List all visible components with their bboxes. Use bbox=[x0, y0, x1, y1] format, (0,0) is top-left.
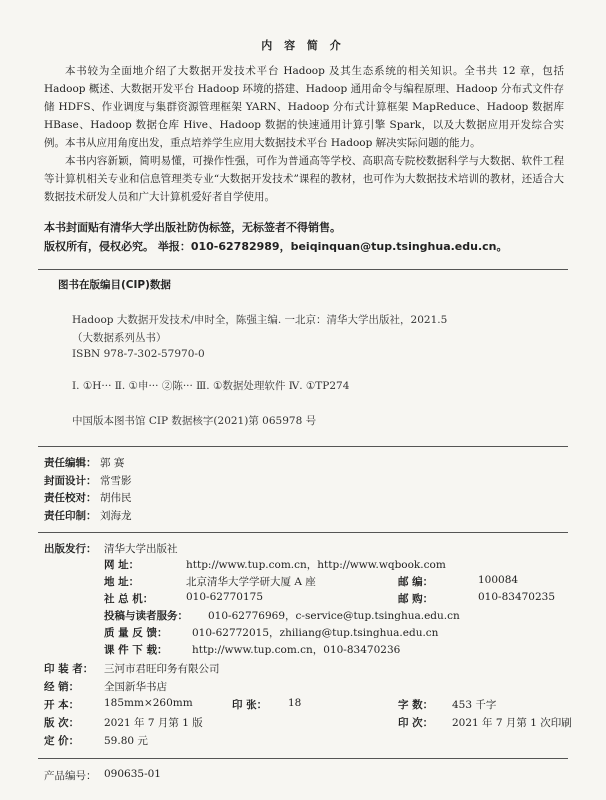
divider bbox=[38, 269, 568, 270]
impression-label: 印 次： bbox=[398, 717, 434, 729]
copyright-notice: 版权所有，侵权必究。 举报：010-62782989，beiqinquan@tup.tsinghua.edu.cn。 bbox=[44, 240, 508, 253]
product-code-value: 090635-01 bbox=[104, 768, 161, 780]
website-label: 网 址： bbox=[104, 559, 140, 571]
cip-classification: Ⅰ. ①H··· Ⅱ. ①申··· ②陈··· Ⅲ. ①数据处理软件 Ⅳ. ①TP274 bbox=[72, 380, 350, 392]
mail-order-value: 010-83470235 bbox=[478, 591, 556, 603]
divider bbox=[38, 532, 568, 533]
quality-feedback-label: 质 量 反 馈： bbox=[104, 627, 168, 639]
sheets-label: 印 张： bbox=[232, 699, 268, 711]
credit-printing: 责任印制： 刘海龙 bbox=[44, 510, 132, 522]
quality-feedback-value: 010-62772015，zhiliang@tup.tsinghua.edu.cn bbox=[192, 627, 439, 639]
website-value: http://www.tup.com.cn，http://www.wqbook.com bbox=[186, 559, 446, 571]
format-value: 185mm×260mm bbox=[104, 697, 193, 709]
word-count-label: 字 数： bbox=[398, 699, 434, 711]
divider bbox=[38, 758, 568, 759]
credit-proofreader: 责任校对： 胡伟民 bbox=[44, 492, 132, 504]
printer-label: 印 装 者： bbox=[44, 663, 94, 675]
divider bbox=[38, 446, 568, 447]
courseware-download-value: http://www.tup.com.cn，010-83470236 bbox=[192, 644, 401, 656]
postcode-value: 100084 bbox=[478, 574, 519, 586]
cip-title: 图书在版编目(CIP)数据 bbox=[58, 279, 171, 291]
contribution-value: 010-62776969，c-service@tup.tsinghua.edu.cn bbox=[208, 610, 460, 622]
publisher-label: 出版发行： bbox=[44, 543, 97, 555]
summary-paragraph-1: 本书较为全面地介绍了大数据开发技术平台 Hadoop 及其生态系统的相关知识。全书共 12 章，包括 Hadoop 概述、大数据开发平台 Hadoop 环境的搭建、Hadoop 通用命令与编程原理、Hadoop 分布式文件存储 HDFS、作业调度与集群资源管理框架 YARN、Hadoop 分布式计算框架 MapReduce、Hadoop 数据库 HBase、Hadoop 数据仓库 Hive、Hadoop 数据的快速通用计算引擎 Spark，以及大数据应用开发综合实例。本书从应用角度出发，重点培养学生应用大数据技术平台 Hadoop 解决实际问题的能力。 bbox=[44, 65, 564, 149]
word-count-value: 453 千字 bbox=[452, 699, 497, 711]
summary-title: 内 容 简 介 bbox=[261, 39, 345, 52]
postcode-label: 邮 编： bbox=[398, 576, 434, 588]
distributor-label: 经 销： bbox=[44, 681, 80, 693]
price-value: 59.80 元 bbox=[104, 735, 148, 747]
contribution-label: 投稿与读者服务： bbox=[104, 610, 188, 622]
credit-editor: 责任编辑： 郭 赛 bbox=[44, 457, 125, 469]
switchboard-label: 社 总 机： bbox=[104, 593, 154, 605]
publisher-value: 清华大学出版社 bbox=[104, 543, 178, 555]
summary-paragraph-2: 本书内容新颖，简明易懂，可操作性强，可作为普通高等学校、高职高专院校数据科学与大数据、软件工程等计算机相关专业和信息管理类专业“大数据开发技术”课程的教材，也可作为大数据技术培训的教材，还适合大数据技术研发人员和广大计算机爱好者自学使用。 bbox=[44, 155, 564, 203]
price-label: 定 价： bbox=[44, 735, 80, 747]
address-label: 地 址： bbox=[104, 576, 140, 588]
cip-line: （大数据系列丛书） bbox=[72, 332, 167, 344]
courseware-download-label: 课 件 下 载： bbox=[104, 644, 168, 656]
product-code-label: 产品编号： bbox=[44, 770, 97, 782]
distributor-value: 全国新华书店 bbox=[104, 681, 167, 693]
mail-order-label: 邮 购： bbox=[398, 593, 434, 605]
address-value: 北京清华大学学研大厦 A 座 bbox=[186, 576, 316, 588]
sheets-value: 18 bbox=[288, 697, 302, 709]
format-label: 开 本： bbox=[44, 699, 80, 711]
cip-isbn: ISBN 978-7-302-57970-0 bbox=[72, 348, 205, 360]
credit-cover-design: 封面设计： 常雪影 bbox=[44, 475, 132, 487]
anti-counterfeit-notice: 本书封面贴有清华大学出版社防伪标签，无标签者不得销售。 bbox=[44, 221, 341, 234]
cip-line: Hadoop 大数据开发技术/申时全，陈强主编. 一北京：清华大学出版社，2021.5 bbox=[72, 314, 448, 326]
switchboard-value: 010-62770175 bbox=[186, 591, 264, 603]
printer-value: 三河市君旺印务有限公司 bbox=[104, 663, 220, 675]
edition-value: 2021 年 7 月第 1 版 bbox=[104, 717, 203, 729]
edition-label: 版 次： bbox=[44, 717, 80, 729]
cip-record-number: 中国版本图书馆 CIP 数据核字(2021)第 065978 号 bbox=[72, 415, 317, 427]
impression-value: 2021 年 7 月第 1 次印刷 bbox=[452, 717, 572, 729]
